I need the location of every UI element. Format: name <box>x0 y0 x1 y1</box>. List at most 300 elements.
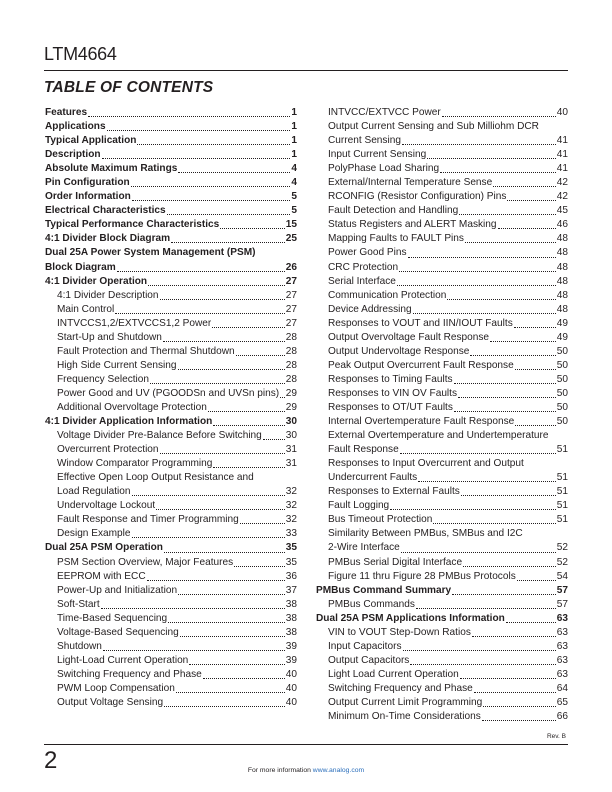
toc-dot-leader <box>427 158 556 159</box>
toc-entry-page: 48 <box>556 233 568 245</box>
toc-entry-label: External/Internal Temperature Sense <box>328 177 493 189</box>
toc-entry[interactable] <box>45 513 297 527</box>
toc-entry-label: Communication Protection <box>328 289 447 301</box>
toc-entry-page: 51 <box>556 514 568 526</box>
toc-dot-leader <box>203 678 285 679</box>
toc-entry[interactable] <box>45 457 297 471</box>
toc-entry-page: 41 <box>556 163 568 175</box>
toc-entry-label: Power Good Pins <box>328 247 407 259</box>
toc-entry-label: PSM Section Overview, Major Features <box>57 556 234 568</box>
toc-dot-leader <box>461 495 556 496</box>
toc-entry-page: 54 <box>556 570 568 582</box>
toc-entry-label: Switching Frequency and Phase <box>328 682 473 694</box>
toc-entry-page: 51 <box>556 472 568 484</box>
toc-entry-page: 51 <box>556 486 568 498</box>
toc-entry[interactable] <box>316 598 568 612</box>
toc-entry-page: 32 <box>285 514 297 526</box>
toc-dot-leader <box>472 636 556 637</box>
toc-entry[interactable] <box>316 513 568 527</box>
toc-dot-leader <box>236 355 285 356</box>
toc-entry[interactable] <box>316 570 568 584</box>
toc-dot-leader <box>178 172 290 173</box>
toc-entry[interactable] <box>316 696 568 710</box>
toc-entry[interactable] <box>316 485 568 499</box>
toc-entry-label: Pin Configuration <box>45 177 130 189</box>
toc-entry-label: Output Voltage Sensing <box>57 696 164 708</box>
toc-entry-label: Mapping Faults to FAULT Pins <box>328 233 464 245</box>
footer-divider <box>44 744 568 745</box>
toc-entry[interactable] <box>45 190 297 204</box>
toc-dot-leader <box>401 552 556 553</box>
toc-entry[interactable] <box>45 415 297 429</box>
toc-entry-page: 52 <box>556 542 568 554</box>
toc-entry-label: Bus Timeout Protection <box>328 514 433 526</box>
toc-entry[interactable] <box>316 218 568 232</box>
toc-entry-page: 36 <box>285 570 297 582</box>
toc-entry[interactable] <box>45 232 297 246</box>
toc-dot-leader <box>234 566 285 567</box>
toc-entry-label: Applications <box>45 121 106 133</box>
toc-entry-page: 28 <box>285 359 297 371</box>
toc-entry-page: 33 <box>285 528 297 540</box>
toc-dot-leader <box>213 467 284 468</box>
toc-dot-leader <box>515 425 555 426</box>
toc-entry[interactable] <box>45 345 297 359</box>
toc-entry-page: 50 <box>556 401 568 413</box>
toc-entry-page: 49 <box>556 331 568 343</box>
toc-dot-leader <box>220 228 284 229</box>
toc-entry[interactable] <box>45 148 297 162</box>
toc-entry-label: 2-Wire Interface <box>328 542 400 554</box>
toc-dot-leader <box>103 650 285 651</box>
toc-entry-page: 28 <box>285 345 297 357</box>
toc-entry-label: Responses to Timing Faults <box>328 373 453 385</box>
toc-entry[interactable] <box>316 401 568 415</box>
toc-entry[interactable] <box>45 626 297 640</box>
toc-entry-label: Input Capacitors <box>328 640 402 652</box>
toc-entry[interactable] <box>45 162 297 176</box>
toc-dot-leader <box>150 383 285 384</box>
toc-entry[interactable] <box>45 303 297 317</box>
toc-entry[interactable] <box>316 556 568 570</box>
toc-entry[interactable] <box>316 176 568 190</box>
toc-entry-page: 50 <box>556 387 568 399</box>
toc-entry-label: Output Capacitors <box>328 654 410 666</box>
toc-entry-label: Dual 25A Power System Management (PSM) <box>45 247 256 259</box>
toc-entry-label: Power Good and UV (PGOODSn and UVSn pins) <box>57 387 280 399</box>
toc-entry-page: 63 <box>556 668 568 680</box>
toc-left-column <box>45 106 297 710</box>
toc-entry-label: High Side Current Sensing <box>57 359 177 371</box>
toc-entry[interactable] <box>45 556 297 570</box>
toc-dot-leader <box>178 594 285 595</box>
toc-dot-leader <box>280 397 285 398</box>
toc-entry-label: Figure 11 thru Figure 28 PMBus Protocols <box>328 570 516 582</box>
toc-dot-leader <box>88 116 290 117</box>
toc-entry-label: EEPROM with ECC <box>57 570 146 582</box>
toc-dot-leader <box>400 453 556 454</box>
toc-entry-page: 51 <box>556 444 568 456</box>
toc-dot-leader <box>189 664 284 665</box>
toc-entry[interactable] <box>45 668 297 682</box>
toc-entry[interactable] <box>45 696 297 710</box>
toc-entry-page: 63 <box>556 654 568 666</box>
toc-entry[interactable] <box>316 612 568 626</box>
toc-entry-label: Start-Up and Shutdown <box>57 331 162 343</box>
toc-entry[interactable] <box>316 120 568 134</box>
toc-entry-label: Output Current Limit Programming <box>328 696 483 708</box>
toc-entry[interactable] <box>45 654 297 668</box>
toc-entry[interactable] <box>45 682 297 696</box>
toc-entry-page: 1 <box>291 121 297 133</box>
toc-entry-label: Peak Output Overcurrent Fault Response <box>328 359 514 371</box>
toc-entry-label: Voltage Divider Pre-Balance Before Switching <box>57 430 262 442</box>
toc-entry[interactable] <box>316 682 568 696</box>
toc-entry-page: 39 <box>285 654 297 666</box>
toc-entry[interactable] <box>316 429 568 443</box>
revision-label: Rev. B <box>546 733 566 740</box>
toc-dot-leader <box>160 299 285 300</box>
toc-dot-leader <box>171 242 285 243</box>
toc-entry[interactable] <box>45 401 297 415</box>
toc-dot-leader <box>208 411 285 412</box>
toc-entry-label: Fault Response <box>328 444 399 456</box>
toc-entry-page: 46 <box>556 219 568 231</box>
toc-entry-page: 35 <box>285 542 297 554</box>
toc-entry-label: Typical Application <box>45 135 137 147</box>
toc-entry-label: Soft-Start <box>57 598 100 610</box>
toc-entry-page: 64 <box>556 682 568 694</box>
toc-dot-leader <box>515 369 556 370</box>
toc-entry-label: Frequency Selection <box>57 373 150 385</box>
toc-entry-page: 1 <box>291 149 297 161</box>
toc-entry[interactable] <box>316 457 568 471</box>
toc-entry-label: Fault Logging <box>328 500 390 512</box>
toc-entry[interactable] <box>316 373 568 387</box>
toc-entry[interactable] <box>316 331 568 345</box>
toc-entry-label: Minimum On-Time Considerations <box>328 711 481 723</box>
toc-entry-label: PWM Loop Compensation <box>57 682 175 694</box>
toc-dot-leader <box>148 285 285 286</box>
toc-entry-label: Undercurrent Faults <box>328 472 418 484</box>
toc-dot-leader <box>459 214 556 215</box>
toc-entry-label: Main Control <box>57 303 115 315</box>
toc-dot-leader <box>164 552 285 553</box>
toc-dot-leader <box>397 285 556 286</box>
toc-entry[interactable] <box>45 541 297 555</box>
toc-entry-page: 39 <box>285 640 297 652</box>
toc-entry-page: 5 <box>291 205 297 217</box>
toc-entry-page: 66 <box>556 711 568 723</box>
toc-entry[interactable] <box>316 162 568 176</box>
toc-entry[interactable] <box>45 387 297 401</box>
toc-entry-label: Load Regulation <box>57 486 131 498</box>
toc-dot-leader <box>102 158 291 159</box>
toc-entry-label: 4:1 Divider Application Information <box>45 416 213 428</box>
toc-entry-page: 28 <box>285 331 297 343</box>
toc-dot-leader <box>490 341 556 342</box>
toc-entry-label: Order Information <box>45 191 131 203</box>
toc-entry-label: Power-Up and Initialization <box>57 584 178 596</box>
toc-dot-leader <box>474 692 556 693</box>
toc-entry-page: 29 <box>285 387 297 399</box>
toc-entry[interactable] <box>316 190 568 204</box>
toc-entry-label: Shutdown <box>57 640 102 652</box>
toc-entry-page: 48 <box>556 289 568 301</box>
toc-dot-leader <box>460 678 556 679</box>
toc-entry[interactable] <box>45 218 297 232</box>
toc-dot-leader <box>147 580 285 581</box>
toc-entry-page: 49 <box>556 317 568 329</box>
toc-right-column <box>316 106 568 724</box>
toc-entry-label: Input Current Sensing <box>328 149 427 161</box>
toc-entry[interactable] <box>45 317 297 331</box>
toc-entry-label: PolyPhase Load Sharing <box>328 163 440 175</box>
toc-dot-leader <box>101 608 285 609</box>
toc-entry[interactable] <box>316 345 568 359</box>
toc-entry-page: 5 <box>291 191 297 203</box>
toc-entry-page: 38 <box>285 626 297 638</box>
footer-note <box>0 767 612 774</box>
toc-entry[interactable] <box>45 261 297 275</box>
toc-entry[interactable] <box>45 598 297 612</box>
toc-entry-label: Responses to VOUT and IIN/IOUT Faults <box>328 317 513 329</box>
toc-entry-label: Effective Open Loop Output Resistance and <box>57 472 254 484</box>
toc-entry-label: Serial Interface <box>328 275 396 287</box>
toc-entry[interactable] <box>316 275 568 289</box>
toc-entry[interactable] <box>316 499 568 513</box>
toc-dot-leader <box>416 608 556 609</box>
toc-dot-leader <box>483 706 556 707</box>
toc-entry-page: 1 <box>291 107 297 118</box>
toc-entry-page: 40 <box>556 107 568 118</box>
toc-entry[interactable] <box>45 134 297 148</box>
toc-entry[interactable] <box>316 317 568 331</box>
toc-entry[interactable] <box>45 120 297 134</box>
toc-entry-page: 32 <box>285 500 297 512</box>
toc-dot-leader <box>458 397 556 398</box>
toc-dot-leader <box>410 664 555 665</box>
toc-entry[interactable] <box>45 485 297 499</box>
toc-entry-label: Fault Protection and Thermal Shutdown <box>57 345 235 357</box>
toc-dot-leader <box>413 313 556 314</box>
toc-entry-label: Design Example <box>57 528 131 540</box>
toc-entry[interactable] <box>45 359 297 373</box>
toc-entry-page: 48 <box>556 247 568 259</box>
toc-dot-leader <box>178 369 285 370</box>
toc-entry-label: PMBus Serial Digital Interface <box>328 556 463 568</box>
toc-entry[interactable] <box>45 570 297 584</box>
toc-entry-label: Device Addressing <box>328 303 412 315</box>
toc-dot-leader <box>442 116 556 117</box>
toc-dot-leader <box>213 425 284 426</box>
toc-dot-leader <box>470 355 555 356</box>
toc-dot-leader <box>163 341 285 342</box>
toc-entry[interactable] <box>45 584 297 598</box>
toc-entry[interactable] <box>45 204 297 218</box>
toc-entry-label: 4:1 Divider Description <box>57 289 159 301</box>
toc-entry-page: 25 <box>285 233 297 245</box>
header-divider <box>44 70 568 71</box>
toc-heading: TABLE OF CONTENTS <box>44 79 214 96</box>
toc-entry-label: Undervoltage Lockout <box>57 500 156 512</box>
toc-entry[interactable] <box>316 204 568 218</box>
toc-dot-leader <box>493 186 556 187</box>
toc-entry[interactable] <box>316 415 568 429</box>
toc-entry-page: 30 <box>285 416 297 428</box>
toc-entry-page: 50 <box>556 345 568 357</box>
toc-entry-label: Overcurrent Protection <box>57 444 159 456</box>
toc-dot-leader <box>132 495 285 496</box>
toc-entry-page: 40 <box>285 696 297 708</box>
toc-entry[interactable] <box>316 654 568 668</box>
toc-entry-page: 40 <box>285 668 297 680</box>
toc-entry[interactable] <box>45 499 297 513</box>
toc-dot-leader <box>176 692 285 693</box>
document-title: LTM4664 <box>44 44 117 64</box>
toc-entry-page: 28 <box>285 373 297 385</box>
toc-dot-leader <box>463 566 556 567</box>
toc-entry-page: 52 <box>556 556 568 568</box>
toc-entry-label: Time-Based Sequencing <box>57 612 168 624</box>
toc-entry[interactable] <box>45 373 297 387</box>
toc-entry-page: 4 <box>291 163 297 175</box>
toc-entry[interactable] <box>45 246 297 260</box>
toc-entry-page: 65 <box>556 696 568 708</box>
toc-entry-label: Dual 25A PSM Operation <box>45 542 163 554</box>
toc-dot-leader <box>440 172 556 173</box>
toc-entry-label: Voltage-Based Sequencing <box>57 626 179 638</box>
toc-entry-page: 30 <box>285 430 297 442</box>
toc-entry[interactable] <box>45 612 297 626</box>
toc-entry-label: PMBus Command Summary <box>316 584 452 596</box>
toc-entry-page: 41 <box>556 135 568 147</box>
toc-entry-page: 42 <box>556 191 568 203</box>
toc-entry[interactable] <box>316 106 568 120</box>
toc-entry[interactable] <box>45 527 297 541</box>
toc-dot-leader <box>156 509 285 510</box>
toc-entry-label: Typical Performance Characteristics <box>45 219 220 231</box>
toc-entry[interactable] <box>45 289 297 303</box>
toc-dot-leader <box>447 299 555 300</box>
toc-entry-label: Current Sensing <box>328 135 401 147</box>
toc-dot-leader <box>418 481 556 482</box>
toc-entry[interactable] <box>316 471 568 485</box>
toc-entry-page: 63 <box>556 612 568 624</box>
toc-entry[interactable] <box>316 640 568 654</box>
toc-entry-page: 1 <box>291 135 297 147</box>
toc-entry[interactable] <box>45 331 297 345</box>
toc-entry[interactable] <box>316 584 568 598</box>
toc-entry-label: Responses to Input Overcurrent and Output <box>328 458 524 470</box>
toc-entry-label: PMBus Commands <box>328 598 415 610</box>
toc-entry-label: Dual 25A PSM Applications Information <box>316 612 505 624</box>
toc-dot-leader <box>399 271 556 272</box>
toc-entry-page: 48 <box>556 261 568 273</box>
toc-dot-leader <box>167 214 291 215</box>
toc-entry[interactable] <box>45 640 297 654</box>
toc-dot-leader <box>164 706 285 707</box>
toc-entry-label: Light Load Current Operation <box>328 668 459 680</box>
toc-entry-page: 29 <box>285 401 297 413</box>
toc-entry[interactable] <box>45 106 297 120</box>
toc-entry-page: 45 <box>556 205 568 217</box>
toc-entry-label: INTVCCS1,2/EXTVCCS1,2 Power <box>57 317 212 329</box>
toc-entry-page: 42 <box>556 177 568 189</box>
toc-dot-leader <box>180 636 285 637</box>
toc-dot-leader <box>517 580 556 581</box>
toc-entry-label: Description <box>45 149 101 161</box>
toc-entry[interactable] <box>316 710 568 724</box>
toc-entry[interactable] <box>45 176 297 190</box>
toc-entry-label: Output Overvoltage Fault Response <box>328 331 490 343</box>
toc-entry-page: 48 <box>556 275 568 287</box>
toc-entry-label: Additional Overvoltage Protection <box>57 401 207 413</box>
toc-entry[interactable] <box>316 303 568 317</box>
toc-dot-leader <box>506 622 556 623</box>
toc-entry[interactable] <box>316 134 568 148</box>
toc-dot-leader <box>482 720 556 721</box>
toc-entry-label: Switching Frequency and Phase <box>57 668 202 680</box>
toc-entry[interactable] <box>316 289 568 303</box>
toc-entry[interactable] <box>45 429 297 443</box>
toc-dot-leader <box>132 537 285 538</box>
toc-dot-leader <box>117 271 285 272</box>
toc-entry-label: INTVCC/EXTVCC Power <box>328 107 441 118</box>
toc-entry[interactable] <box>316 148 568 162</box>
toc-entry-label: 4:1 Divider Block Diagram <box>45 233 171 245</box>
toc-entry[interactable] <box>45 471 297 485</box>
toc-entry[interactable] <box>45 443 297 457</box>
toc-entry[interactable] <box>316 232 568 246</box>
toc-entry[interactable] <box>316 246 568 260</box>
toc-entry[interactable] <box>316 668 568 682</box>
toc-entry-page: 31 <box>285 444 297 456</box>
toc-entry-label: Status Registers and ALERT Masking <box>328 219 497 231</box>
toc-entry-page: 31 <box>285 458 297 470</box>
toc-entry-label: Responses to External Faults <box>328 486 460 498</box>
toc-entry-label: Fault Detection and Handling <box>328 205 459 217</box>
toc-entry[interactable] <box>316 626 568 640</box>
toc-entry-page: 27 <box>285 289 297 301</box>
toc-entry-label: Light-Load Current Operation <box>57 654 189 666</box>
toc-entry-label: 4:1 Divider Operation <box>45 275 148 287</box>
toc-entry-label: Window Comparator Programming <box>57 458 213 470</box>
toc-entry-label: VIN to VOUT Step-Down Ratios <box>328 626 471 638</box>
toc-entry-label: Absolute Maximum Ratings <box>45 163 178 175</box>
toc-entry[interactable] <box>316 527 568 541</box>
toc-dot-leader <box>132 200 291 201</box>
toc-entry-page: 57 <box>556 584 568 596</box>
toc-dot-leader <box>390 509 556 510</box>
toc-entry[interactable] <box>316 359 568 373</box>
toc-dot-leader <box>507 200 555 201</box>
toc-entry-page: 48 <box>556 303 568 315</box>
toc-entry[interactable] <box>316 443 568 457</box>
toc-entry[interactable] <box>316 261 568 275</box>
toc-entry[interactable] <box>316 541 568 555</box>
toc-entry[interactable] <box>316 387 568 401</box>
toc-entry[interactable] <box>45 275 297 289</box>
page-number: 2 <box>44 747 58 774</box>
toc-entry-label: Responses to OT/UT Faults <box>328 401 453 413</box>
toc-entry-page: 27 <box>285 275 297 287</box>
toc-entry-page: 51 <box>556 500 568 512</box>
toc-entry-page: 4 <box>291 177 297 189</box>
toc-entry-label: Internal Overtemperature Fault Response <box>328 416 515 428</box>
toc-dot-leader <box>403 650 556 651</box>
footer-website-link[interactable]: www.analog.com <box>312 767 365 774</box>
